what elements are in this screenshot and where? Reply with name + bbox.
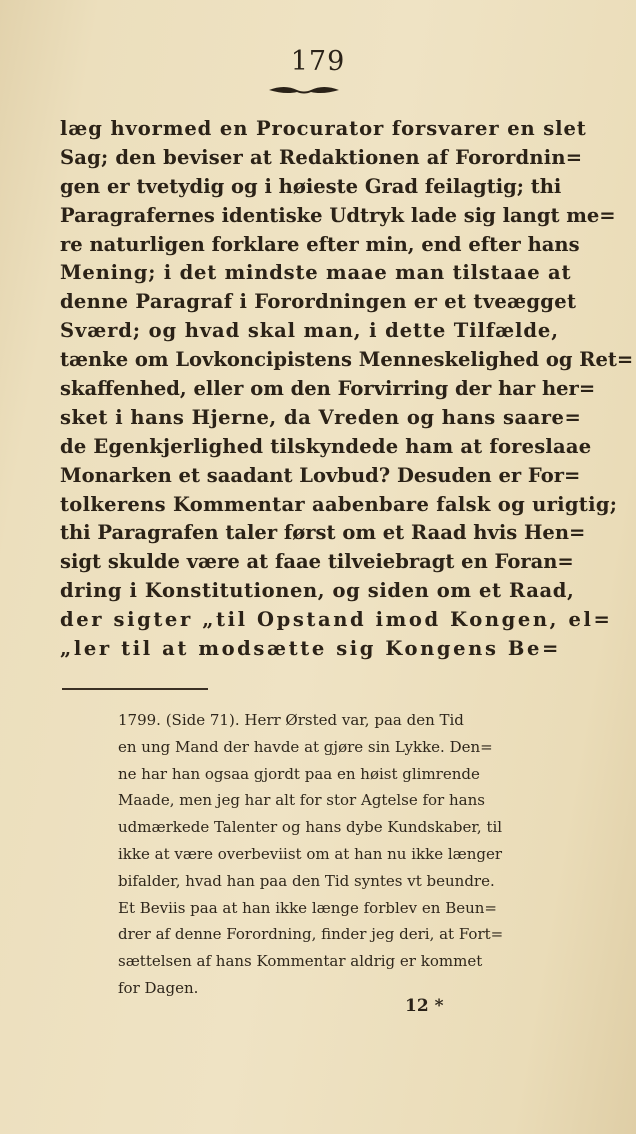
footnote-line: ne har han ogsaa gjordt paa en høist glimrende <box>118 764 480 783</box>
footnote-line: drer af denne Forordning, finder jeg deri, at Fort= <box>118 925 504 944</box>
text-line: Monarken et saadant Lovbud? Desuden er For= <box>60 463 581 487</box>
signature-mark: 12 * <box>405 996 444 1016</box>
page-number: 179 <box>290 46 346 77</box>
footnote-line: 1799. (Side 71). Herr Ørsted var, paa den Tid <box>118 711 464 729</box>
footnote-body <box>118 707 558 1002</box>
footnote-line: for Dagen. <box>118 978 199 997</box>
text-line: Sag; den beviser at Redaktionen af Forordnin= <box>60 145 583 169</box>
text-line: de Egenkjerlighed tilskyndede ham at foreslaae <box>60 434 592 458</box>
text-line: dring i Konstitutionen, og siden om et Raad, <box>60 579 575 603</box>
footnote-divider <box>62 688 208 690</box>
footnote-line: bifalder, hvad han paa den Tid syntes vt beundre. <box>118 871 495 890</box>
footnote-line: udmærkede Talenter og hans dybe Kundskaber, til <box>118 818 503 837</box>
footnote-line: en ung Mand der havde at gjøre sin Lykke. Den= <box>118 737 493 756</box>
text-line-quoted: der sigter „til Opstand imod Kongen, el= <box>60 608 613 632</box>
main-text-body <box>60 115 634 664</box>
text-line: gen er tvetydig og i høieste Grad feilagtig; thi <box>60 174 562 198</box>
text-line: sket i hans Hjerne, da Vreden og hans saare= <box>60 405 582 429</box>
text-line: tolkerens Kommentar aabenbare falsk og urigtig; <box>60 492 618 516</box>
ornament-swash-icon <box>267 84 341 96</box>
text-line: re naturligen forklare efter min, end efter hans <box>60 232 580 256</box>
text-line: thi Paragrafen taler først om et Raad hvis Hen= <box>60 521 586 545</box>
text-line: Paragrafernes identiske Udtryk lade sig langt me= <box>60 203 616 227</box>
text-line: skaffenhed, eller om den Forvirring der har her= <box>60 377 596 401</box>
text-line: læg hvormed en Procurator forsvarer en slet <box>60 117 587 140</box>
text-line: Mening; i det mindste maae man tilstaae at <box>60 261 572 285</box>
text-line: Sværd; og hvad skal man, i dette Tilfælde, <box>60 319 559 343</box>
text-line: tænke om Lovkoncipistens Menneskelighed og Ret= <box>60 348 634 372</box>
footnote-line: sættelsen af hans Kommentar aldrig er kommet <box>118 952 483 971</box>
footnote-line: ikke at være overbeviist om at han nu ikke længer <box>118 844 503 863</box>
text-line: denne Paragraf i Forordningen er et tveægget <box>60 290 577 314</box>
footnote-line: Et Beviis paa at han ikke længe forblev en Beun= <box>118 898 497 917</box>
footnote-line: Maade, men jeg har alt for stor Agtelse for hans <box>118 791 485 810</box>
text-line: sigt skulde være at faae tilveiebragt en Foran= <box>60 550 574 574</box>
text-line-quoted: „ler til at modsætte sig Kongens Be= <box>60 637 561 661</box>
